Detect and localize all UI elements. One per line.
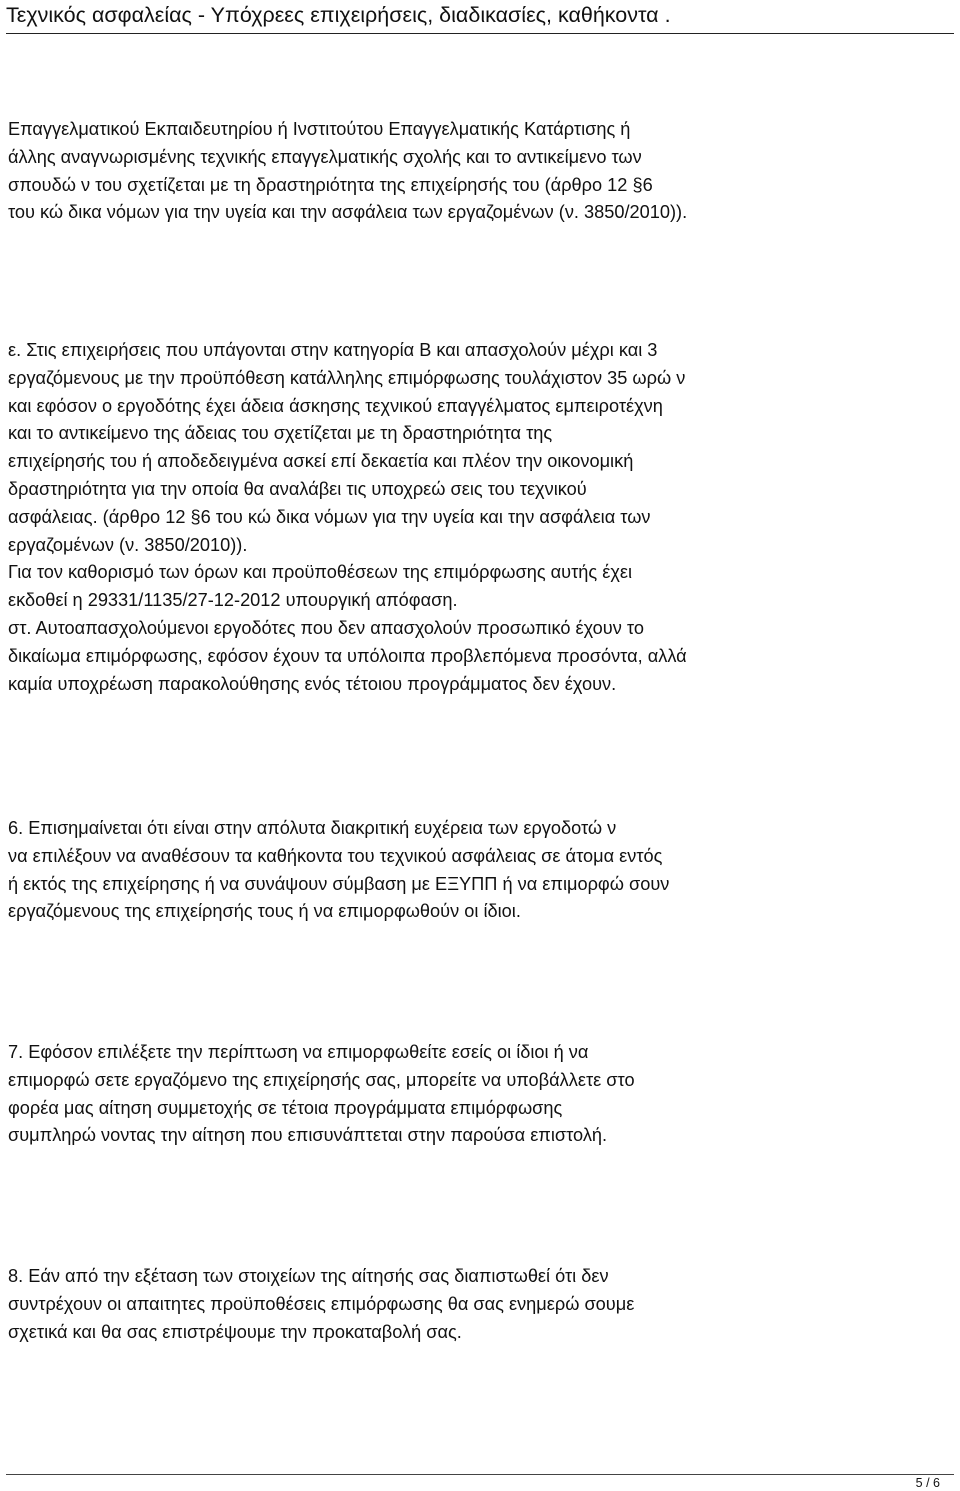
header-divider [6, 33, 954, 34]
text-line: του κώ δικα νόμων για την υγεία και την ασφάλεια των εργαζομένων (ν. 3850/2010)). [8, 202, 688, 223]
document-title: Τεχνικός ασφαλείας - Υπόχρεες επιχειρήσεις, διαδικασίες, καθήκοντα . [6, 3, 671, 27]
text-line: επιμορφώ σετε εργαζόμενο της επιχείρησής σας, μπορείτε να υποβάλλετε στο [8, 1069, 635, 1090]
text-line: 6. Επισημαίνεται ότι είναι στην απόλυτα διακριτική ευχέρεια των εργοδοτώ ν [8, 818, 617, 838]
footer-divider [6, 1474, 954, 1475]
text-line: εργαζόμενους με την προϋπόθεση κατάλληλης επιμόρφωσης τουλάχιστον 35 ωρώ ν [8, 367, 686, 388]
text-line: εργαζομένων (ν. 3850/2010)). [8, 534, 248, 555]
text-line: Για τον καθορισμό των όρων και προϋποθέσεων της επιμόρφωσης αυτής έχει [8, 562, 633, 583]
text-line: 7. Εφόσον επιλέξετε την περίπτωση να επιμορφωθείτε εσείς οι ίδιοι ή να [8, 1042, 589, 1062]
text-line: και το αντικείμενο της άδειας του σχετίζεται με τη δραστηριότητα της [8, 423, 553, 444]
text-line: συντρέχουν οι απαιτητες προϋποθέσεις επιμόρφωσης θα σας ενημερώ σουμε [8, 1293, 635, 1314]
text-line: σχετικά και θα σας επιστρέψουμε την προκαταβολή σας. [8, 1321, 462, 1342]
text-line: και εφόσον ο εργοδότης έχει άδεια άσκησης τεχνικού επαγγέλματος εμπειροτέχνη [8, 395, 663, 416]
text-line: στ. Αυτοαπασχολούμενοι εργοδότες που δεν απασχολούν προσωπικό έχουν το [8, 617, 644, 638]
text-line: ή εκτός της επιχείρησης ή να συνάψουν σύμβαση με ΕΞΥΠΠ ή να επιμορφώ σουν [8, 873, 670, 894]
text-line: δικαίωμα επιμόρφωσης, εφόσον έχουν τα υπόλοιπα προβλεπόμενα προσόντα, αλλά [8, 645, 687, 666]
text-line: Επαγγελματικού Εκπαιδευτηρίου ή Ινστιτούτου Επαγγελματικής Κατάρτισης ή [8, 119, 631, 139]
text-line: σπουδώ ν του σχετίζεται με τη δραστηριότητα της επιχείρησής του (άρθρο 12 §6 [8, 174, 653, 195]
text-line: ασφάλειας. (άρθρο 12 §6 του κώ δικα νόμων για την υγεία και την ασφάλεια των [8, 506, 651, 527]
text-line: εργαζόμενους της επιχείρησής τους ή να επιμορφωθούν οι ίδιοι. [8, 901, 521, 922]
paragraph-item-8 [8, 1263, 952, 1346]
text-line: φορέα μας αίτηση συμμετοχής σε τέτοια προγράμματα επιμόρφωσης [8, 1097, 563, 1118]
paragraph-item-e [8, 337, 952, 698]
text-line: να επιλέξουν να αναθέσουν τα καθήκοντα του τεχνικού ασφάλειας σε άτομα εντός [8, 845, 663, 866]
paragraph-item-6 [8, 815, 952, 926]
page-header [6, 0, 954, 34]
paragraph-item-7 [8, 1039, 952, 1150]
paragraph-continuation [8, 116, 952, 227]
text-line: εκδοθεί η 29331/1135/27-12-2012 υπουργική απόφαση. [8, 590, 458, 611]
text-line: ε. Στις επιχειρήσεις που υπάγονται στην κατηγορία Β και απασχολούν μέχρι και 3 [8, 340, 658, 360]
page-number: 5 / 6 [915, 1476, 940, 1490]
text-line: επιχείρησής του ή αποδεδειγμένα ασκεί επί δεκαετία και πλέον την οικονομική [8, 451, 634, 472]
page-footer [6, 1474, 954, 1490]
text-line: δραστηριότητα για την οποία θα αναλάβει τις υποχρεώ σεις του τεχνικού [8, 478, 587, 499]
text-line: καμία υποχρέωση παρακολούθησης ενός τέτοιου προγράμματος δεν έχουν. [8, 673, 617, 694]
text-line: 8. Εάν από την εξέταση των στοιχείων της αίτησής σας διαπιστωθεί ότι δεν [8, 1266, 609, 1286]
text-line: συμπληρώ νοντας την αίτηση που επισυνάπτεται στην παρούσα επιστολή. [8, 1125, 608, 1146]
text-line: άλλης αναγνωρισμένης τεχνικής επαγγελματικής σχολής και το αντικείμενο των [8, 146, 642, 167]
